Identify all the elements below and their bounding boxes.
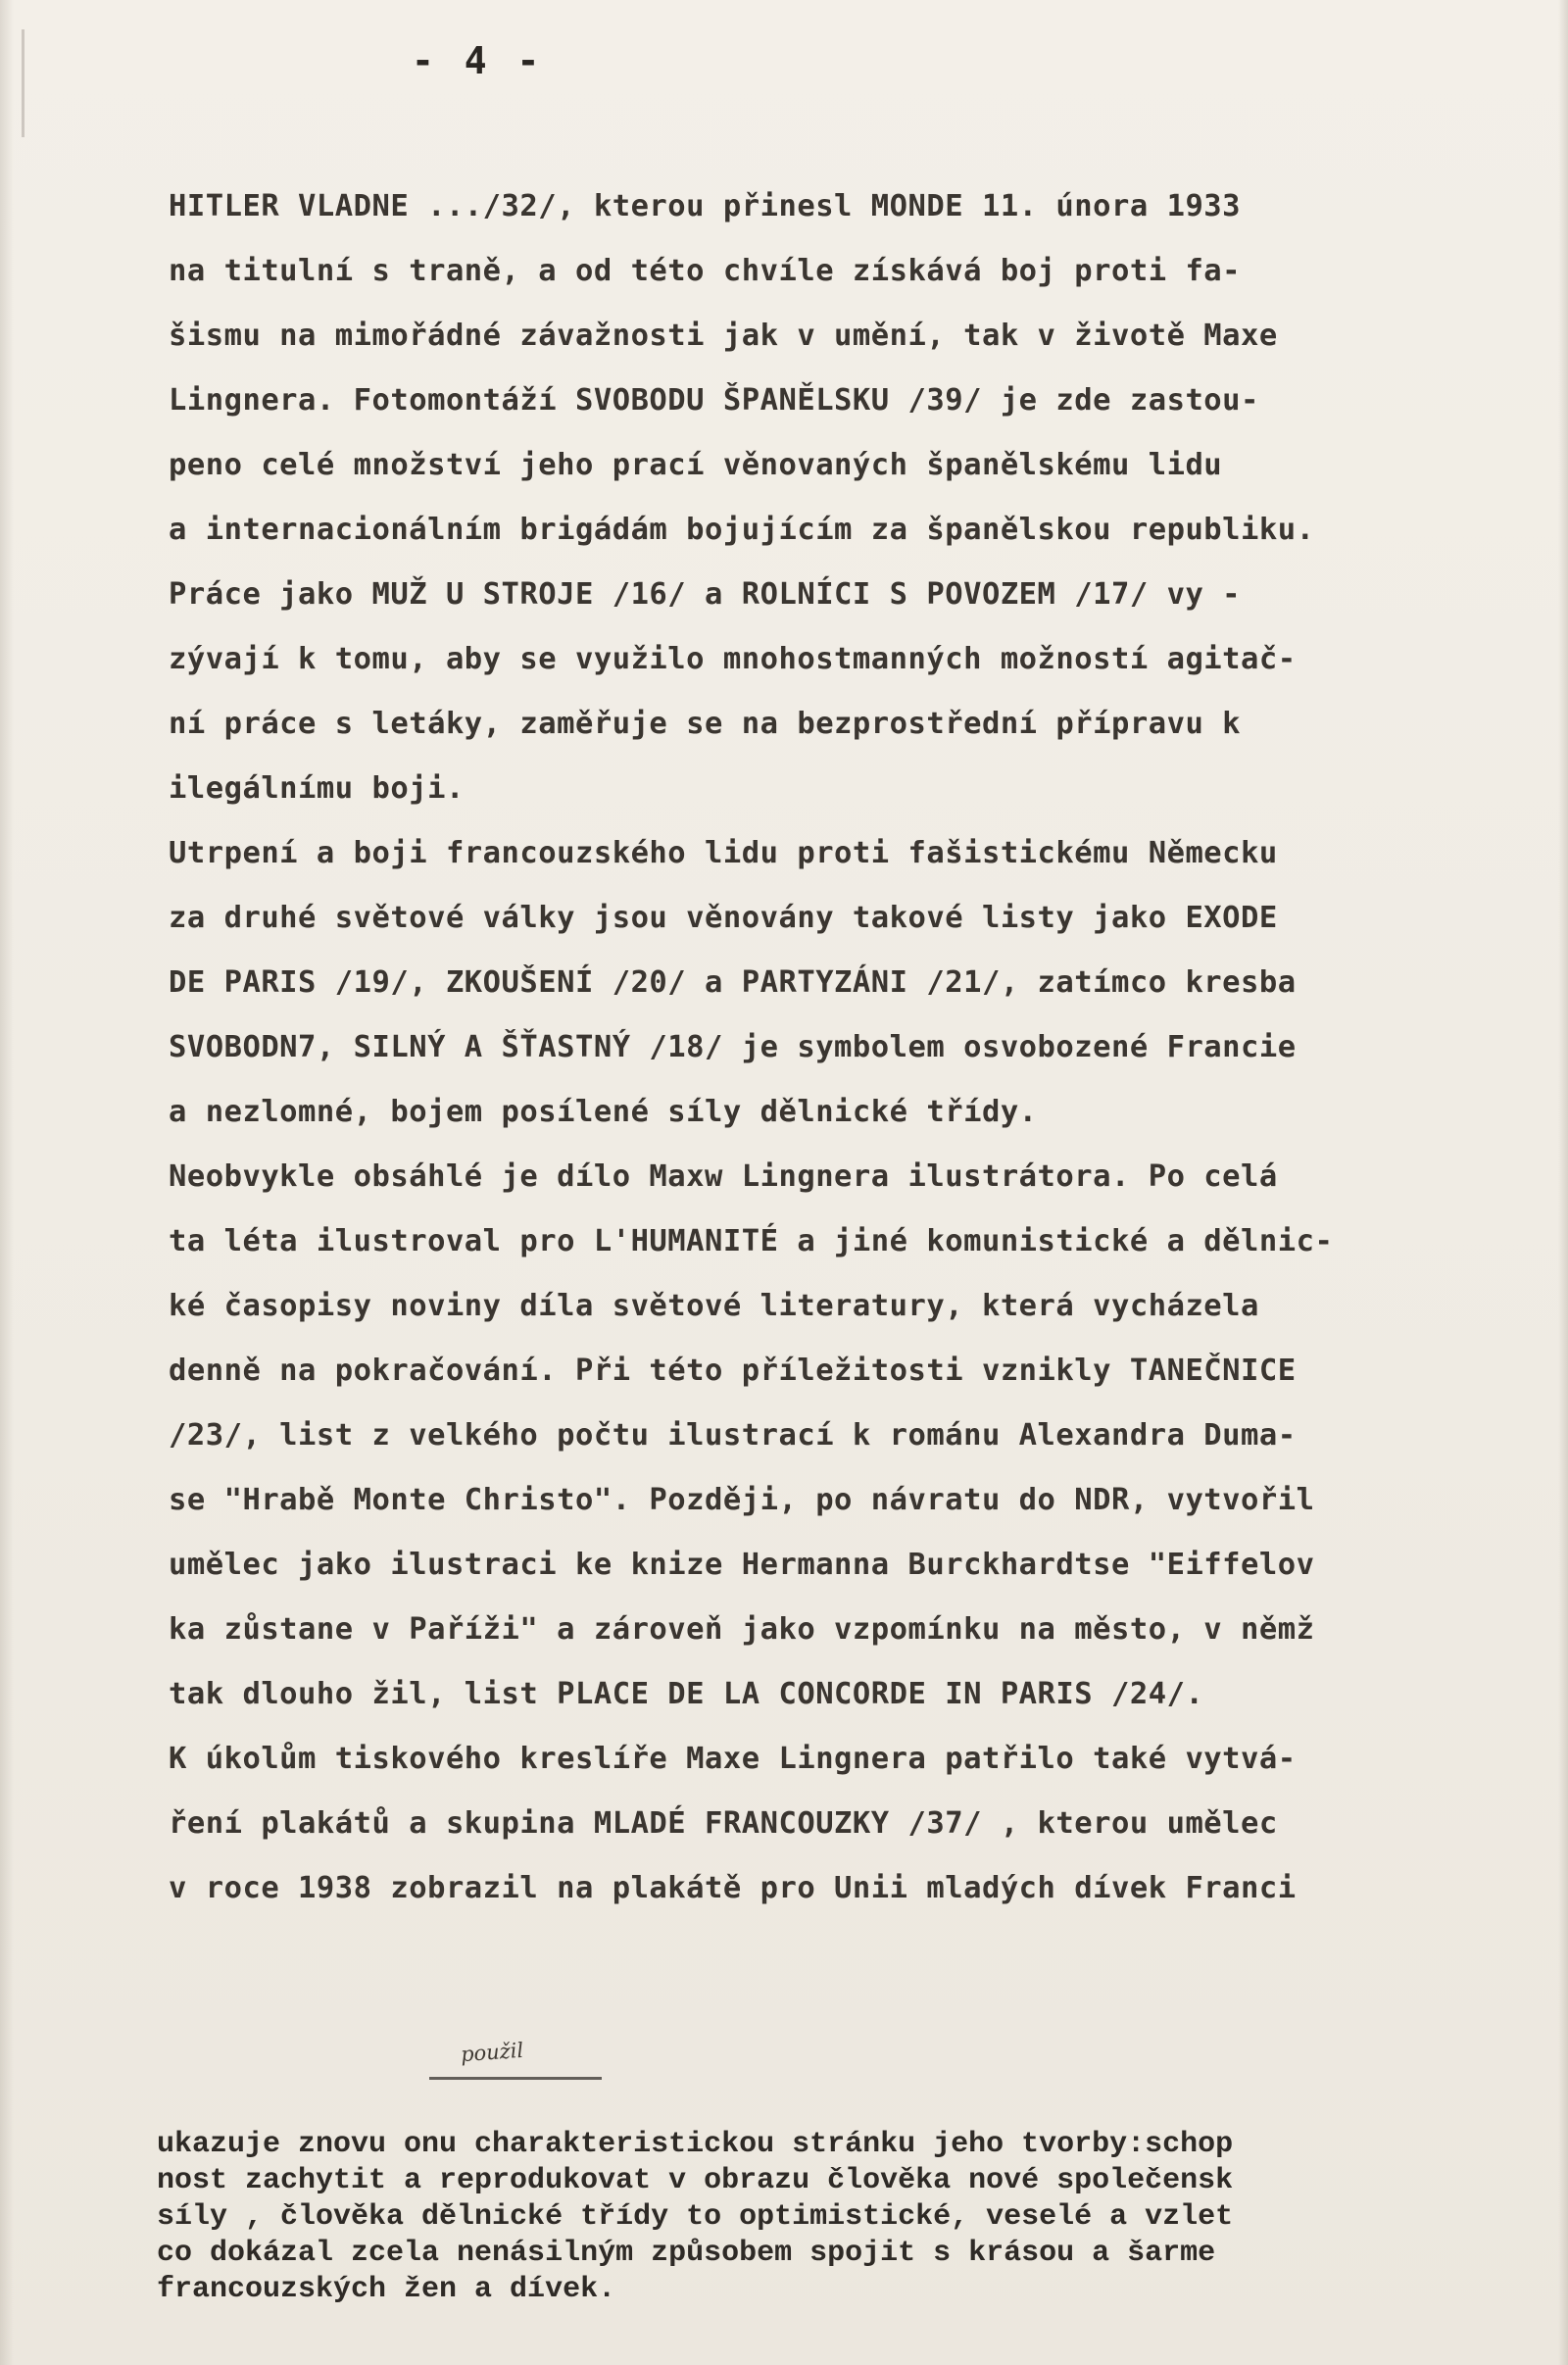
text-line: Lingnera. Fotomontáží SVOBODU ŠPANĚLSKU /39/ je zde zastou- [169, 383, 1259, 418]
text-line: K úkolům tiskového kreslíře Maxe Lingnera patřilo také vytvá- [169, 1742, 1297, 1776]
typed-continuation [157, 2127, 1558, 2308]
strikethrough-mark [429, 2077, 602, 2080]
text-line: SVOBODN7, SILNÝ A ŠŤASTNÝ /18/ je symbolem osvobozené Francie [169, 1030, 1297, 1064]
text-line: ření plakátů a skupina MLADÉ FRANCOUZKY /37/ , kterou umělec [169, 1806, 1278, 1841]
text-line: a internacionálním brigádám bojujícím za španělskou republiku. [169, 513, 1315, 547]
text-line: umělec jako ilustraci ke knize Hermanna Burckhardtse "Eiffelov [169, 1548, 1315, 1582]
text-line: nost zachytit a reprodukovat v obrazu člověka nové společensk [157, 2164, 1234, 2197]
handwritten-correction: použil [460, 2038, 524, 2067]
text-line: ké časopisy noviny díla světové literatury, která vycházela [169, 1289, 1259, 1323]
text-line: /23/, list z velkého počtu ilustrací k románu Alexandra Duma- [169, 1418, 1297, 1453]
text-line: tak dlouho žil, list PLACE DE LA CONCORDE IN PARIS /24/. [169, 1677, 1204, 1711]
text-line: HITLER VLADNE .../32/, kterou přinesl MONDE 11. února 1933 [169, 189, 1242, 223]
text-line: zývají k tomu, aby se využilo mnohostmanných možností agitač- [169, 642, 1297, 676]
text-line: síly , člověka dělnické třídy to optimistické, veselé a vzlet [157, 2200, 1234, 2234]
text-line: Neobvykle obsáhlé je dílo Maxw Lingnera ilustrátora. Po celá [169, 1159, 1278, 1194]
page-number: - 4 - [412, 39, 544, 82]
text-line: ka zůstane v Paříži" a zároveň jako vzpomínku na město, v němž [169, 1612, 1315, 1647]
text-line: ukazuje znovu onu charakteristickou stránku jeho tvorby:schop [157, 2128, 1234, 2161]
text-line: denně na pokračování. Při této příležitosti vznikly TANEČNICE [169, 1354, 1297, 1388]
text-line: za druhé světové války jsou věnovány takové listy jako EXODE [169, 901, 1278, 935]
typed-paragraph [169, 174, 1560, 1921]
text-line: co dokázal zcela nenásilným způsobem spojit s krásou a šarme [157, 2237, 1216, 2270]
text-line: se "Hrabě Monte Christo". Později, po návratu do NDR, vytvořil [169, 1483, 1315, 1517]
text-line: v roce 1938 zobrazil na plakátě pro Unii mladých dívek Franci [169, 1871, 1297, 1905]
text-line: peno celé množství jeho prací věnovaných španělskému lidu [169, 448, 1223, 482]
text-line: a nezlomné, bojem posílené síly dělnické třídy. [169, 1095, 1038, 1129]
text-line: ta léta ilustroval pro L'HUMANITÉ a jiné komunistické a dělnic- [169, 1224, 1334, 1258]
margin-mark [22, 29, 24, 137]
text-line: šismu na mimořádné závažnosti jak v umění, tak v životě Maxe [169, 319, 1278, 353]
text-line: ní práce s letáky, zaměřuje se na bezprostřední přípravu k [169, 707, 1242, 741]
text-line: na titulní s traně, a od této chvíle získává boj proti fa- [169, 254, 1242, 288]
text-line: Práce jako MUŽ U STROJE /16/ a ROLNÍCI S POVOZEM /17/ vy - [169, 577, 1242, 612]
text-line: Utrpení a boji francouzského lidu proti fašistickému Německu [169, 836, 1278, 870]
text-line: francouzských žen a dívek. [157, 2273, 616, 2306]
text-line: ilegálnímu boji. [169, 771, 465, 806]
text-line: DE PARIS /19/, ZKOUŠENÍ /20/ a PARTYZÁNI /21/, zatímco kresba [169, 965, 1297, 1000]
